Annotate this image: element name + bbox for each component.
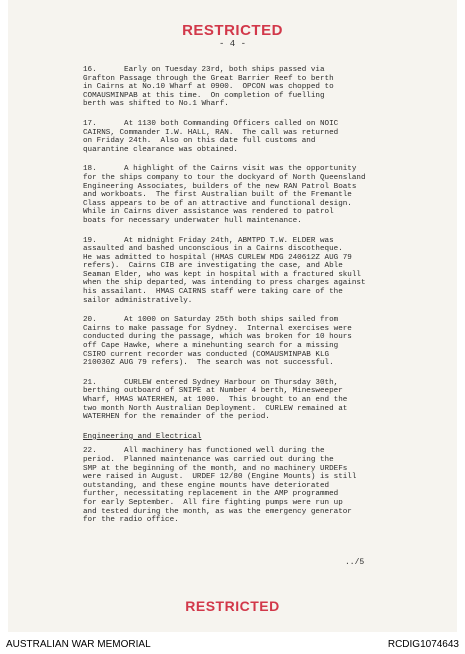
paragraph-19: 19. At midnight Friday 24th, ABMTPD T.W. ELDER was assaulted and bashed unconscious in a Cairns discotheque. He was admitted to hospital (HMAS CURLEW MDG 240612Z AUG 79 refers). Cairns CIB are investigating the case, and Able Seaman Elder, who was kept in hospital with a fractured skull when the ship departed, was intending to press charges against his assailant. HMAS CAIRNS staff were taking care of the sailor administratively. [83, 236, 366, 305]
paragraph-21: 21. CURLEW entered Sydney Harbour on Thursday 30th, berthing outboard of SNIPE at Number 4 berth, Minesweeper Wharf, HMAS WATERHEN, at 1000. This brought to an end the two month North Australian Deployment. CURLEW remained at WATERHEN for the remainder of the period. [83, 378, 348, 422]
section-heading: Engineering and Electrical [83, 432, 202, 441]
page-number: - 4 - [218, 39, 246, 49]
paragraph-17: 17. At 1130 both Commanding Officers called on NOIC CAIRNS, Commander I.W. HALL, RAN. The call was returned on Friday 24th. Also on this date full customs and quarantine clearance was obtained. [83, 119, 339, 154]
record-id: RCDIG1074643 [387, 639, 459, 650]
document-body [83, 66, 383, 536]
restricted-stamp-top: RESTRICTED [182, 22, 283, 39]
paragraph-20: 20. At 1000 on Saturday 25th both ships sailed from Cairns to make passage for Sydney. Internal exercises were conducted during the passage, which was broken for 10 hours off Cape Hawke, where a minehunting search for a missing CSIRO current recorder was conducted (COMAUSMINPAB KLG 210030Z AUG 79 refers). The search was not successful. [83, 316, 352, 368]
continuation-marker: ../5 [345, 558, 365, 567]
restricted-stamp-bottom: RESTRICTED [185, 598, 280, 614]
paragraph-18: 18. A highlight of the Cairns visit was the opportunity for the ships company to tour the dockyard of North Queensland Engineering Associates, builders of the new RAN Patrol Boats and workboats. The first Australian built of the Fremantle Class appears to be of an attractive and functional design. While in Cairns diver assistance was rendered to patrol boats for necessary underwater hull maintenance. [83, 165, 366, 225]
archive-name: AUSTRALIAN WAR MEMORIAL [6, 639, 151, 650]
paragraph-22: 22. All machinery has functioned well during the period. Planned maintenance was carried out during the SMP at the beginning of the month, and no machinery URDEFs were raised in August. URDEF 12/80 (Engine Mounts) is still outstanding, and these engine mounts have deteriorated further, necessitating replacement in the AMP programmed for early September. All fire fighting pumps were run up and tested during the month, as was the emergency generator for the radio office. [83, 447, 357, 525]
paragraph-16: 16. Early on Tuesday 23rd, both ships passed via Grafton Passage through the Great Barrier Reef to berth in Cairns at No.10 Wharf at 0900. OPCON was chopped to COMAUSMINPAB at this time. On completion of fuelling berth was shifted to No.1 Wharf. [83, 66, 334, 109]
archive-footer [0, 634, 465, 654]
